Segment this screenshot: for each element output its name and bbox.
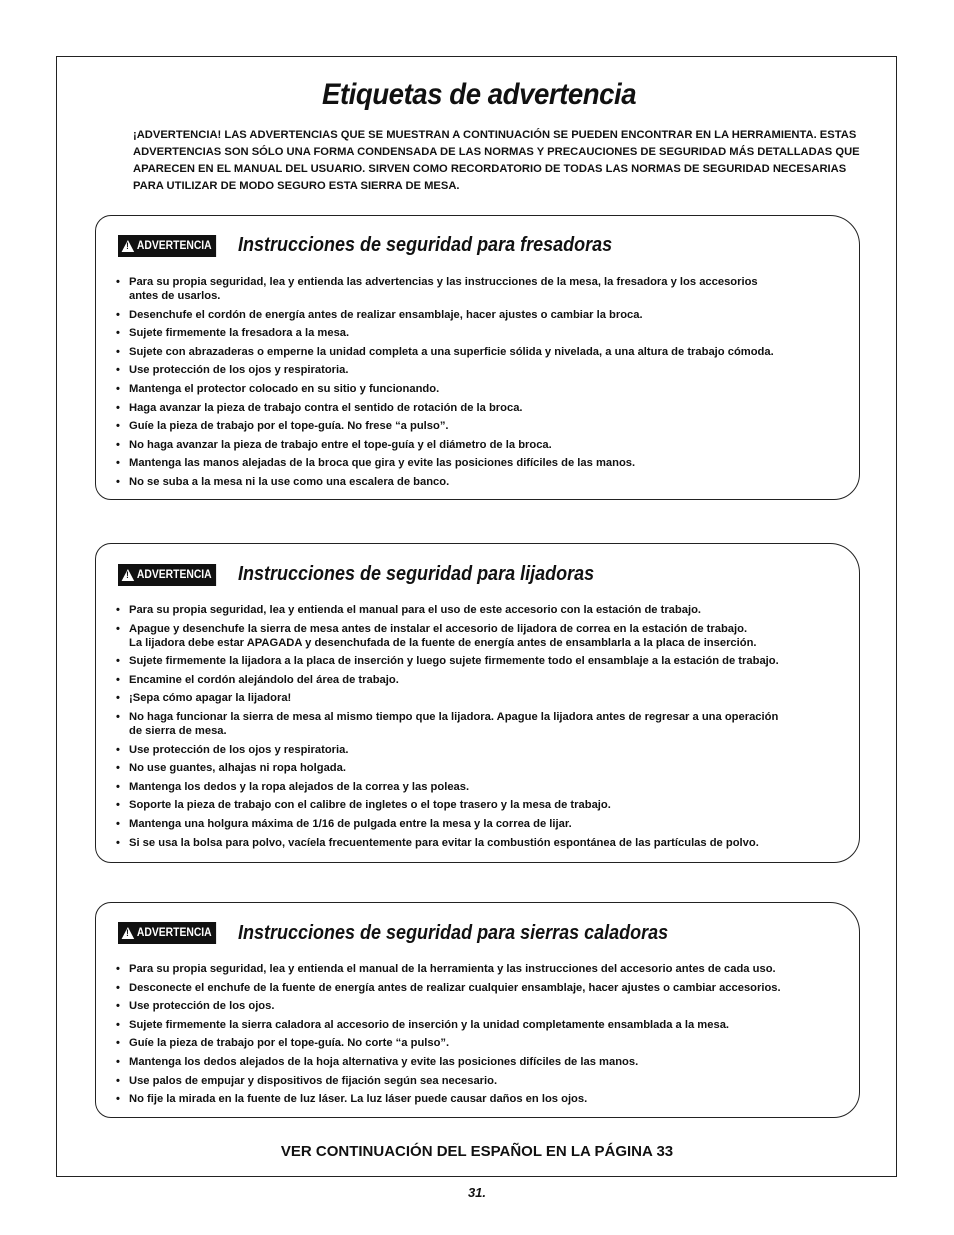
intro-warning	[133, 127, 863, 195]
section-heading: Instrucciones de seguridad para fresadoras	[238, 234, 613, 256]
list-item	[114, 798, 779, 812]
list-item-text: • Para su propia seguridad, lea y entienda el manual para el uso de este accesorio con la estación de trabajo.	[129, 604, 702, 616]
list-item-text: • No haga funcionar la sierra de mesa al mismo tiempo que la lijadora. Apague la lijadora antes de regresar a una operación	[129, 710, 779, 723]
list-item	[114, 401, 774, 415]
list-item-text: • ¡Sepa cómo apagar la lijadora!	[129, 692, 292, 705]
list-item	[114, 1055, 781, 1069]
section-heading: Instrucciones de seguridad para sierras caladoras	[238, 922, 669, 944]
list-item	[114, 981, 781, 995]
list-item-text: • No fije la mirada en la fuente de luz láser. La luz láser puede causar daños en los ojos.	[129, 1093, 588, 1106]
warning-triangle-icon	[122, 240, 135, 252]
list-item-text: • Si se usa la bolsa para polvo, vacíela frecuentemente para evitar la combustión espontánea de las partículas de polvo.	[129, 836, 759, 849]
warning-triangle-icon	[122, 927, 135, 939]
warning-triangle-icon	[122, 569, 135, 581]
list-item	[114, 673, 779, 687]
intro-line: ¡ADVERTENCIA! LAS ADVERTENCIAS QUE SE MUESTRAN A CONTINUACIÓN SE PUEDEN ENCONTRAR EN LA HERRAMIENTA. ESTAS	[133, 129, 857, 141]
list-item-text: • Haga avanzar la pieza de trabajo contra el sentido de rotación de la broca.	[129, 401, 523, 414]
list-item	[114, 836, 779, 850]
list-item	[114, 780, 779, 794]
list-item-text: • Mantenga los dedos alejados de la hoja alternativa y evite las posiciones difíciles de las manos.	[129, 1055, 639, 1068]
intro-line: PARA UTILIZAR DE MODO SEGURO ESTA SIERRA DE MESA.	[133, 180, 460, 192]
badge-label: ADVERTENCIA	[136, 569, 212, 581]
warning-badge	[118, 922, 216, 944]
list-item	[114, 654, 779, 668]
warning-badge	[118, 235, 216, 257]
warning-badge	[118, 564, 216, 586]
list-item	[114, 962, 781, 976]
warning-list	[114, 603, 779, 854]
list-item-text: • Mantenga una holgura máxima de 1/16 de pulgada entre la mesa y la correa de lijar.	[129, 817, 572, 830]
list-item-text: • Apague y desenchufe la sierra de mesa antes de instalar el accesorio de lijadora de correa en la estación de trabajo.	[129, 622, 748, 635]
list-item-text: • Mantenga las manos alejadas de la broca que gira y evite las posiciones difíciles de las manos.	[129, 457, 636, 470]
list-item	[114, 475, 774, 489]
section-heading: Instrucciones de seguridad para lijadoras	[238, 563, 595, 585]
list-item-text: • Soporte la pieza de trabajo con el calibre de ingletes o el tope trasero y la mesa de trabajo.	[129, 799, 611, 812]
list-item-text: • Guíe la pieza de trabajo por el tope-guía. No frese “a pulso”.	[129, 420, 449, 433]
list-item-text: • Sujete firmemente la lijadora a la placa de inserción y luego sujete firmemente todo el ensamblaje a la estación de trabajo.	[129, 655, 779, 668]
list-item	[114, 382, 774, 396]
list-item	[114, 710, 779, 738]
list-item	[114, 622, 779, 650]
list-item-text: • No haga avanzar la pieza de trabajo entre el tope-guía y el diámetro de la broca.	[129, 438, 552, 451]
list-item	[114, 817, 779, 831]
badge-label: ADVERTENCIA	[136, 927, 212, 939]
list-item-text: • Para su propia seguridad, lea y entienda las advertencias y las instrucciones de la mesa, la fresadora y los accesorios	[129, 276, 758, 288]
warning-list	[114, 962, 781, 1111]
list-item-text: • Sujete con abrazaderas o emperne la unidad completa a una superficie sólida y nivelada, a una altura de trabajo cómoda.	[129, 345, 774, 358]
warning-box-scrollsaw	[95, 902, 860, 1118]
list-item	[114, 1092, 781, 1106]
warning-box-router	[95, 215, 860, 500]
list-item	[114, 345, 774, 359]
list-item-text: • Sujete firmemente la sierra caladora al accesorio de inserción y la unidad completamente ensamblada a la mesa.	[129, 1018, 730, 1031]
list-item-text: • No use guantes, alhajas ni ropa holgada.	[129, 762, 346, 775]
list-item	[114, 761, 779, 775]
list-item-text: La lijadora debe estar APAGADA y desenchufada de la fuente de energía antes de ensamblarla a la placa de inserción.	[129, 636, 757, 649]
list-item-text: • Para su propia seguridad, lea y entienda el manual de la herramienta y las instrucciones del accesorio antes de cada uso.	[129, 963, 776, 975]
list-item-text: • Use protección de los ojos.	[129, 1000, 275, 1013]
intro-line: APARECEN EN EL MANUAL DEL USUARIO. SIRVEN COMO RECORDATORIO DE TODAS LAS NORMAS DE SEGURIDAD NECESARIAS	[133, 163, 847, 175]
list-item	[114, 438, 774, 452]
continuation-note: VER CONTINUACIÓN DEL ESPAÑOL EN LA PÁGINA 33	[280, 1143, 674, 1160]
intro-line: ADVERTENCIAS SON SÓLO UNA FORMA CONDENSADA DE LAS NORMAS Y PRECAUCIONES DE SEGURIDAD MÁS DETALLADAS QUE	[133, 146, 860, 158]
list-item	[114, 456, 774, 470]
list-item	[114, 743, 779, 757]
list-item-text: • Use protección de los ojos y respiratoria.	[129, 743, 349, 756]
list-item-text: antes de usarlos.	[129, 290, 221, 302]
list-item	[114, 326, 774, 340]
warning-box-sander	[95, 543, 860, 863]
list-item	[114, 1036, 781, 1050]
list-item	[114, 1018, 781, 1032]
list-item-text: • Sujete firmemente la fresadora a la mesa.	[129, 327, 350, 340]
list-item-text: • Guíe la pieza de trabajo por el tope-guía. No corte “a pulso”.	[129, 1037, 450, 1050]
list-item	[114, 603, 779, 617]
page-title: Etiquetas de advertencia	[322, 78, 637, 111]
list-item-text: • Mantenga el protector colocado en su sitio y funcionando.	[129, 382, 440, 395]
list-item	[114, 999, 781, 1013]
list-item-text: • Use palos de empujar y dispositivos de fijación según sea necesario.	[129, 1074, 498, 1087]
list-item	[114, 363, 774, 377]
list-item-text: • Desenchufe el cordón de energía antes de realizar ensamblaje, hacer ajustes o cambiar la broca.	[129, 308, 643, 321]
list-item-text: de sierra de mesa.	[129, 724, 227, 737]
list-item-text: • Mantenga los dedos y la ropa alejados de la correa y las poleas.	[129, 780, 470, 793]
list-item	[114, 308, 774, 322]
list-item-text: • No se suba a la mesa ni la use como una escalera de banco.	[129, 475, 450, 488]
list-item-text: • Encamine el cordón alejándolo del área de trabajo.	[129, 673, 399, 686]
list-item-text: • Desconecte el enchufe de la fuente de energía antes de realizar cualquier ensamblaje, hacer ajustes o cambiar accesorios.	[129, 981, 781, 994]
list-item	[114, 275, 774, 303]
list-item	[114, 1074, 781, 1088]
list-item-text: • Use protección de los ojos y respiratoria.	[129, 364, 349, 377]
page-number: 31.	[467, 1185, 487, 1200]
warning-list	[114, 275, 774, 494]
list-item	[114, 419, 774, 433]
badge-label: ADVERTENCIA	[136, 240, 212, 252]
list-item	[114, 691, 779, 705]
